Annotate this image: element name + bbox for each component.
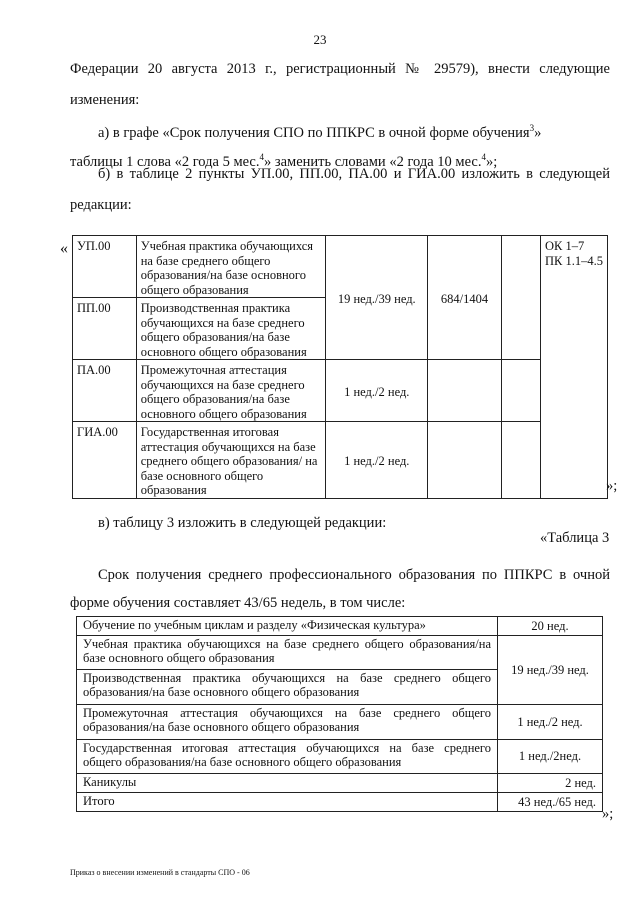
row-value: 20 нед. — [498, 617, 603, 636]
merged-duration: 19 нед./39 нед. — [326, 236, 428, 360]
row-label: Учебная практика обучающихся на базе среднего общего образования/на базе основного общего образования — [77, 635, 498, 670]
row-code: ПП.00 — [73, 298, 137, 360]
row-value: 43 нед./65 нед. — [498, 793, 603, 812]
item-a-line1-end: » — [534, 125, 542, 141]
competencies-pk: ПК 1.1–4.5 — [545, 253, 603, 268]
merged-value: 19 нед./39 нед. — [498, 635, 603, 704]
table-2 — [72, 235, 608, 499]
empty-cell — [501, 360, 540, 422]
row-duration: 1 нед./2 нед. — [326, 422, 428, 499]
item-b-line-1: б) в таблице 2 пункты УП.00, ПП.00, ПА.00 и ГИА.00 изложить в следующей — [98, 166, 610, 182]
row-duration: 1 нед./2 нед. — [326, 360, 428, 422]
row-label: Промежуточная аттестация обучающихся на базе среднего общего образования/на базе основного общего образования — [77, 705, 498, 740]
row-code: ГИА.00 — [73, 422, 137, 499]
page-number: 23 — [313, 32, 327, 47]
footnote-ref: 4 — [481, 152, 486, 162]
empty-cell — [428, 422, 501, 499]
item-c-text: в) таблицу 3 изложить в следующей редакции: — [98, 515, 387, 531]
row-code: УП.00 — [73, 236, 137, 298]
item-a-line1-text: а) в графе «Срок получения СПО по ППКРС в очной форме обучения — [98, 125, 530, 141]
competencies-ok: ОК 1–7 — [545, 239, 585, 253]
item-a-line2-mid: » заменить словами «2 года 10 мес. — [264, 154, 482, 170]
t3-intro-line-2: форме обучения составляет 43/65 недель, в том числе: — [70, 595, 406, 611]
item-a-line-1 — [98, 124, 541, 142]
table-row — [77, 617, 603, 636]
row-description: Производственная практика обучающихся на базе среднего общего образования/на базе основного общего образования — [136, 298, 326, 360]
merged-hours: 684/1404 — [428, 236, 501, 360]
table2-close-quote: »; — [606, 478, 618, 494]
intro-line-2: изменения: — [70, 92, 140, 108]
table-row — [77, 793, 603, 812]
empty-cell — [501, 236, 540, 360]
footnote-ref: 4 — [259, 152, 264, 162]
table-row — [77, 774, 603, 793]
row-label: Обучение по учебным циклам и разделу «Физическая культура» — [77, 617, 498, 636]
item-a-line2-before: таблицы 1 слова «2 года 5 мес. — [70, 154, 260, 170]
intro-line-1: Федерации 20 августа 2013 г., регистрационный № 29579), внести следующие — [70, 61, 610, 77]
table2-open-quote: « — [60, 240, 68, 257]
table-row — [77, 739, 603, 774]
empty-cell — [428, 360, 501, 422]
row-value: 2 нед. — [498, 774, 603, 793]
row-value: 1 нед./2 нед. — [498, 705, 603, 740]
row-description: Промежуточная аттестация обучающихся на базе среднего общего образования/на базе основного общего образования — [136, 360, 326, 422]
empty-cell — [501, 422, 540, 499]
row-description: Учебная практика обучающихся на базе среднего общего образования/на базе основного общего образования — [136, 236, 326, 298]
item-a-line2-end: »; — [485, 154, 498, 170]
table-row — [73, 236, 608, 298]
row-label: Государственная итоговая аттестация обучающихся на базе среднего общего образования/на базе основного общего образования — [77, 739, 498, 774]
table3-close-quote: »; — [602, 806, 614, 822]
table3-heading: «Таблица 3 — [540, 530, 610, 546]
item-b-line-2: редакции: — [70, 197, 132, 213]
table-row — [77, 635, 603, 670]
t3-intro-line-1: Срок получения среднего профессионального образования по ППКРС в очной — [98, 567, 610, 583]
competencies-cell — [541, 236, 608, 499]
row-label: Каникулы — [77, 774, 498, 793]
footnote-ref: 3 — [529, 123, 535, 133]
row-code: ПА.00 — [73, 360, 137, 422]
table-row — [73, 422, 608, 499]
footer-note: Приказ о внесении изменений в стандарты СПО - 06 — [70, 868, 250, 877]
row-value: 1 нед./2нед. — [498, 739, 603, 774]
row-description: Государственная итоговая аттестация обучающихся на базе среднего общего образования/ на базе основного общего образования — [136, 422, 326, 499]
table-row — [77, 705, 603, 740]
table-row — [73, 360, 608, 422]
table-3 — [76, 616, 603, 812]
row-label: Итого — [77, 793, 498, 812]
row-label: Производственная практика обучающихся на базе среднего общего образования/на базе основного общего образования — [77, 670, 498, 705]
